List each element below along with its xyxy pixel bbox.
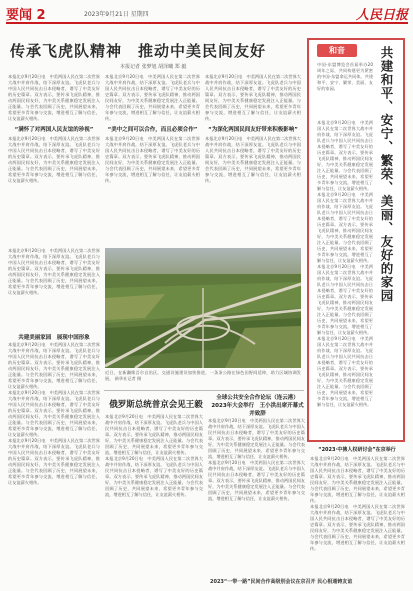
body-text: 本报北京9月20日电 中美两国人民在第二次世界大战中并肩作战，结下深厚友谊。飞虎队老兵与中国人民共同抗击日本侵略者，谱写了中美友好的历史篇章。双方表示，要传承飞虎队精神，推动两国民间友好，为中美关系健康稳定发展注入正能量。与会代表回顾了历史，共同展望未来，希望更多青年参与交流，增进相互了解与信任，让友谊薪火相传。: [8, 136, 100, 183]
story-headline-putin: 俄罗斯总统普京会见王毅: [109, 400, 203, 410]
issue-date: 2023年9月21日 星期四: [84, 11, 149, 18]
article-column-3: [205, 74, 301, 244]
story-body-putin: [105, 414, 203, 576]
body-text: 本报北京9月20日电 中美两国人民在第二次世界大战中并肩作战，结下深厚友谊。飞虎队老兵与中国人民共同抗击日本侵略者，谱写了中美友好的历史篇章。双方表示，要传承飞虎队精神，推动两国民间友好，为中美关系健康稳定发展注入正能量。与会代表回顾了历史，共同展望未来，希望更多青年参与交流，增进相互了解与信任，让友谊薪火相传。: [317, 192, 373, 263]
story-headline-human-rights: “2023·中拂人权研讨会”在京举行: [318, 447, 396, 453]
article-column-4: [8, 248, 100, 328]
newspaper-logo: 人民日报: [355, 8, 408, 23]
article-column-5: [8, 342, 100, 582]
column-tag: 和音: [317, 44, 357, 57]
article-column-1: [8, 74, 100, 244]
body-text: 本报北京9月20日电 中美两国人民在第二次世界大战中并肩作战，结下深厚友谊。飞虎队老兵与中国人民共同抗击日本侵略者，谱写了中美友好的历史篇章。双方表示，要传承飞虎队精神，推动两国民间友好，为中美关系健康稳定发展注入正能量。与会代表回顾了历史，共同展望未来，希望更多青年参与交流，增进相互了解与信任，让友谊薪火相传。: [208, 460, 305, 501]
commentary-body: [317, 120, 373, 435]
commentary-box: [307, 38, 405, 442]
body-text: 本报北京9月20日电 中美两国人民在第二次世界大战中并肩作战，结下深厚友谊。飞虎队老兵与中国人民共同抗击日本侵略者，谱写了中美友好的历史篇章。双方表示，要传承飞虎队精神，推动两国民间友好，为中美关系健康稳定发展注入正能量。与会代表回顾了历史，共同展望未来，希望更多青年参与交流，增进相互了解与信任，让友谊薪火相传。: [8, 342, 100, 389]
body-text: 本报北京9月20日电 中美两国人民在第二次世界大战中并肩作战，结下深厚友谊。飞虎队老兵与中国人民共同抗击日本侵略者，谱写了中美友好的历史篇章。双方表示，要传承飞虎队精神，推动两国民间友好，为中美关系健康稳定发展注入正能量。与会代表回顾了历史，共同展望未来，希望更多青年参与交流，增进相互了解与信任，让友谊薪火相传。: [105, 414, 203, 455]
bottom-headline: 2023“一带一路”民间合作高级别会议在京召开 民心相通铸友谊: [210, 579, 353, 585]
body-text: 本报北京9月20日电 中美两国人民在第二次世界大战中并肩作战，结下深厚友谊。飞虎队老兵与中国人民共同抗击日本侵略者，谱写了中美友好的历史篇章。双方表示，要传承飞虎队精神，推动两国民间友好，为中美关系健康稳定发展注入正能量。与会代表回顾了历史，共同展望未来，希望更多青年参与交流，增进相互了解与信任，让友谊薪火相传。: [208, 418, 305, 459]
aerial-interchange-photo: [105, 248, 301, 368]
byline: 本报记者 张梦旭 胡泽曦 郑 毅: [120, 64, 187, 70]
subhead-1: “满怀了对两国人民友谊的珍视”: [14, 127, 94, 133]
body-text: 本报北京9月20日电 中美两国人民在第二次世界大战中并肩作战，结下深厚友谊。飞虎队老兵与中国人民共同抗击日本侵略者，谱写了中美友好的历史篇章。双方表示，要传承飞虎队精神，推动两国民间友好，为中美关系健康稳定发展注入正能量。与会代表回顾了历史，共同展望未来，希望更多青年参与交流，增进相互了解与信任，让友谊薪火相传。: [317, 264, 373, 335]
story-headline-forum: 全球公共安全合作论坛（连云港）2023年大会举行 王小洪出席开幕式并致辞: [211, 395, 304, 417]
body-text: 本报北京9月20日电 中美两国人民在第二次世界大战中并肩作战，结下深厚友谊。飞虎队老兵与中国人民共同抗击日本侵略者，谱写了中美友好的历史篇章。双方表示，要传承飞虎队精神，推动两国民间友好，为中美关系健康稳定发展注入正能量。与会代表回顾了历史，共同展望未来，希望更多青年参与交流，增进相互了解与信任，让友谊薪火相传。: [310, 456, 405, 503]
commentary-title: 共建和平、安宁、繁荣、美丽、友好的家园: [379, 46, 394, 303]
subhead-3: “为深化两国民间友好带来积极影响”: [208, 127, 298, 133]
article-column-2: [105, 74, 200, 244]
body-text: 本报北京9月20日电 中美两国人民在第二次世界大战中并肩作战，结下深厚友谊。飞虎队老兵与中国人民共同抗击日本侵略者，谱写了中美友好的历史篇章。双方表示，要传承飞虎队精神，推动两国民间友好，为中美关系健康稳定发展注入正能量。与会代表回顾了历史，共同展望未来，希望更多青年参与交流，增进相互了解与信任，让友谊薪火相传。: [205, 74, 301, 121]
masthead: [6, 4, 408, 24]
main-headline: 传承飞虎队精神 推动中美民间友好: [10, 42, 267, 60]
body-text: 本报北京9月20日电 中美两国人民在第二次世界大战中并肩作战，结下深厚友谊。飞虎队老兵与中国人民共同抗击日本侵略者，谱写了中美友好的历史篇章。双方表示，要传承飞虎队精神，推动两国民间友好，为中美关系健康稳定发展注入正能量。与会代表回顾了历史，共同展望未来，希望更多青年参与交流，增进相互了解与信任，让友谊薪火相传。: [8, 438, 100, 485]
subhead-2: “美中之间可以合作，而且必须合作”: [107, 127, 198, 133]
story-body-human-rights: [310, 456, 405, 586]
commentary-lead: 中国-东盟博览会首届举办20周年之际，共同构建更为紧密的中国-东盟命运共同体，共建和平、安宁、繁荣、美丽、友好的家园。: [317, 62, 373, 91]
photo-caption: 近日，在新疆维吾尔自治区，交通设施建设加快推进，一条条公路在绿色田野间延伸，助力区域协调发展。 新华社记者 摄: [105, 370, 301, 381]
divider: [104, 390, 304, 391]
body-text: 本报北京9月20日电 中美两国人民在第二次世界大战中并肩作战，结下深厚友谊。飞虎队老兵与中国人民共同抗击日本侵略者，谱写了中美友好的历史篇章。双方表示，要传承飞虎队精神，推动两国民间友好，为中美关系健康稳定发展注入正能量。与会代表回顾了历史，共同展望未来，希望更多青年参与交流，增进相互了解与信任，让友谊薪火相传。: [105, 74, 200, 121]
subhead-4: 共建美丽家园 展现中国形象: [18, 335, 90, 341]
body-text: 本报北京9月20日电 中美两国人民在第二次世界大战中并肩作战，结下深厚友谊。飞虎队老兵与中国人民共同抗击日本侵略者，谱写了中美友好的历史篇章。双方表示，要传承飞虎队精神，推动两国民间友好，为中美关系健康稳定发展注入正能量。与会代表回顾了历史，共同展望未来，希望更多青年参与交流，增进相互了解与信任，让友谊薪火相传。: [317, 120, 373, 191]
body-text: 本报北京9月20日电 中美两国人民在第二次世界大战中并肩作战，结下深厚友谊。飞虎队老兵与中国人民共同抗击日本侵略者，谱写了中美友好的历史篇章。双方表示，要传承飞虎队精神，推动两国民间友好，为中美关系健康稳定发展注入正能量。与会代表回顾了历史，共同展望未来，希望更多青年参与交流，增进相互了解与信任，让友谊薪火相传。: [8, 74, 100, 121]
body-text: 本报北京9月20日电 中美两国人民在第二次世界大战中并肩作战，结下深厚友谊。飞虎队老兵与中国人民共同抗击日本侵略者，谱写了中美友好的历史篇章。双方表示，要传承飞虎队精神，推动两国民间友好，为中美关系健康稳定发展注入正能量。与会代表回顾了历史，共同展望未来，希望更多青年参与交流，增进相互了解与信任，让友谊薪火相传。: [105, 456, 203, 497]
story-body-forum: [208, 418, 305, 574]
body-text: 本报北京9月20日电 中美两国人民在第二次世界大战中并肩作战，结下深厚友谊。飞虎队老兵与中国人民共同抗击日本侵略者，谱写了中美友好的历史篇章。双方表示，要传承飞虎队精神，推动两国民间友好，为中美关系健康稳定发展注入正能量。与会代表回顾了历史，共同展望未来，希望更多青年参与交流，增进相互了解与信任，让友谊薪火相传。: [310, 504, 405, 551]
body-text: 本报北京9月20日电 中美两国人民在第二次世界大战中并肩作战，结下深厚友谊。飞虎队老兵与中国人民共同抗击日本侵略者，谱写了中美友好的历史篇章。双方表示，要传承飞虎队精神，推动两国民间友好，为中美关系健康稳定发展注入正能量。与会代表回顾了历史，共同展望未来，希望更多青年参与交流，增进相互了解与信任，让友谊薪火相传。: [317, 336, 373, 407]
body-text: 本报北京9月20日电 中美两国人民在第二次世界大战中并肩作战，结下深厚友谊。飞虎队老兵与中国人民共同抗击日本侵略者，谱写了中美友好的历史篇章。双方表示，要传承飞虎队精神，推动两国民间友好，为中美关系健康稳定发展注入正能量。与会代表回顾了历史，共同展望未来，希望更多青年参与交流，增进相互了解与信任，让友谊薪火相传。: [205, 136, 301, 183]
body-text: 本报北京9月20日电 中美两国人民在第二次世界大战中并肩作战，结下深厚友谊。飞虎队老兵与中国人民共同抗击日本侵略者，谱写了中美友好的历史篇章。双方表示，要传承飞虎队精神，推动两国民间友好，为中美关系健康稳定发展注入正能量。与会代表回顾了历史，共同展望未来，希望更多青年参与交流，增进相互了解与信任，让友谊薪火相传。: [105, 136, 200, 183]
body-text: 本报北京9月20日电 中美两国人民在第二次世界大战中并肩作战，结下深厚友谊。飞虎队老兵与中国人民共同抗击日本侵略者，谱写了中美友好的历史篇章。双方表示，要传承飞虎队精神，推动两国民间友好，为中美关系健康稳定发展注入正能量。与会代表回顾了历史，共同展望未来，希望更多青年参与交流，增进相互了解与信任，让友谊薪火相传。: [8, 390, 100, 437]
section-label: 要闻 2: [6, 8, 46, 23]
body-text: 本报北京9月20日电 中美两国人民在第二次世界大战中并肩作战，结下深厚友谊。飞虎队老兵与中国人民共同抗击日本侵略者，谱写了中美友好的历史篇章。双方表示，要传承飞虎队精神，推动两国民间友好，为中美关系健康稳定发展注入正能量。与会代表回顾了历史，共同展望未来，希望更多青年参与交流，增进相互了解与信任，让友谊薪火相传。: [8, 248, 100, 295]
